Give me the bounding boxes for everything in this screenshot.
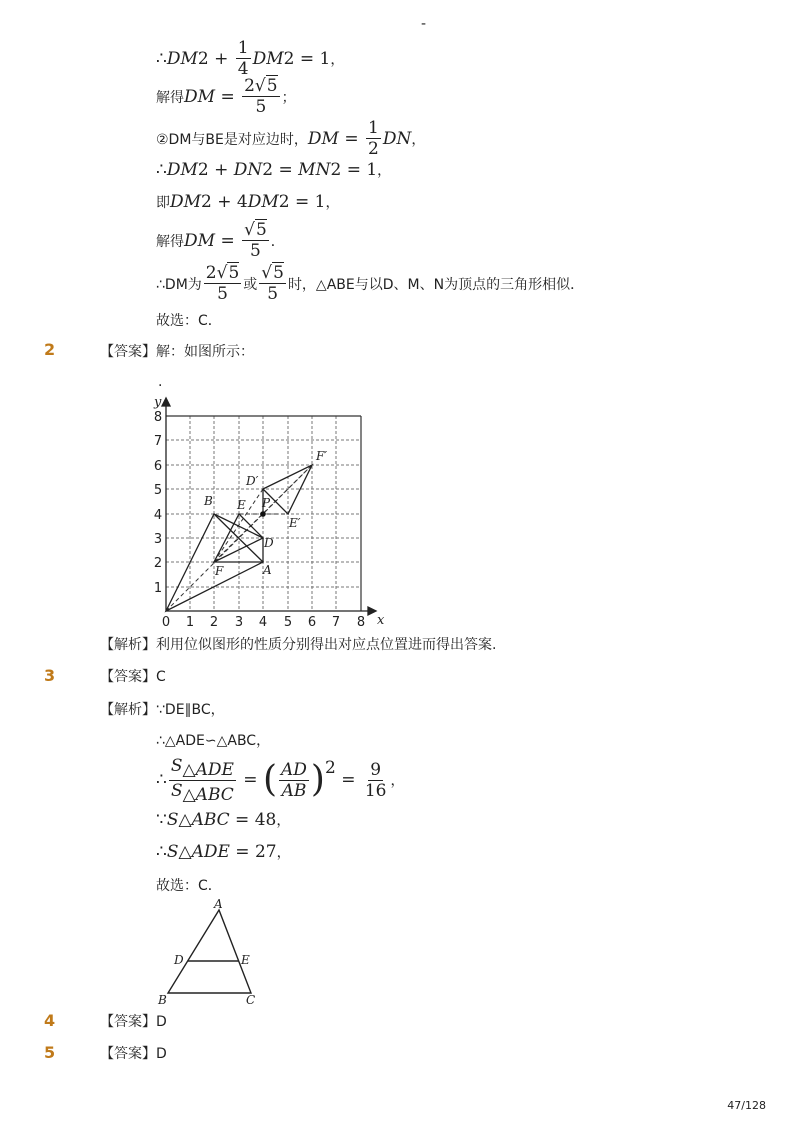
q2-answer xyxy=(100,342,254,362)
x-tick-0: 0 xyxy=(161,615,171,630)
y-tick-labels xyxy=(154,410,162,596)
q3-answer-label: 【答案】 xyxy=(100,669,156,685)
question-number-2: 2 xyxy=(44,340,56,359)
l7-tail: 时，△ABE与以D、M、N为顶点的三角形相似． xyxy=(287,276,585,293)
q4-answer-label: 【答案】 xyxy=(100,1014,156,1030)
math-line-6: 解得 DM = $\frac{√5}{5}$ ． xyxy=(156,220,285,261)
y-tick-7: 7 xyxy=(153,434,163,449)
q3-conclusion: 故选：C． xyxy=(156,878,222,894)
q2-analysis-text: 利用位似图形的性质分别得出对应点位置进而得出答案. xyxy=(156,637,497,653)
top-mark: - xyxy=(421,16,427,32)
q3-answer xyxy=(100,667,166,687)
q3-analysis xyxy=(100,700,225,720)
math-line-1: ∴ DM 2 + $\frac{1}{4}$ DM 2 = 1 ， xyxy=(156,38,345,79)
y-tick-1: 1 xyxy=(153,581,163,596)
q3-analysis-label: 【解析】 xyxy=(100,702,156,718)
x-tick-8: 8 xyxy=(356,615,366,630)
tri-label-b: B xyxy=(158,993,167,1007)
question-number-5: 5 xyxy=(44,1043,56,1062)
l6-prefix: 解得 xyxy=(156,233,184,250)
x-tick-2: 2 xyxy=(209,615,219,630)
label-a: A xyxy=(263,563,272,577)
q2-answer-text: 解：如图所示： xyxy=(156,344,254,360)
l3-tail: ， xyxy=(411,131,426,148)
x-tick-4: 4 xyxy=(258,615,268,630)
math-line-2: 解得 DM = $\frac{2√5}{5}$ ； xyxy=(156,76,296,117)
y-tick-4: 4 xyxy=(153,508,163,523)
label-f: F xyxy=(215,564,224,578)
y-tick-6: 6 xyxy=(153,459,163,474)
q2-analysis xyxy=(100,635,496,655)
q5-answer-label: 【答案】 xyxy=(100,1046,156,1062)
q5-answer xyxy=(100,1044,167,1064)
l5-tail: ， xyxy=(325,195,340,211)
label-d-prime: D′ xyxy=(246,474,259,488)
q3-line5-tail: ， xyxy=(276,845,291,861)
triangle-figure xyxy=(150,896,270,1010)
l6-tail: ． xyxy=(270,233,285,250)
math-line-7: ∴DM为 $\frac{2√5}{5}$ 或 $\frac{√5}{5}$ 时，△ABE与以D、M、N为顶点的三角形相似． xyxy=(156,263,585,304)
l5-prefix: 即 xyxy=(156,195,170,211)
label-b: B xyxy=(204,494,213,508)
l2-prefix: 解得 xyxy=(156,89,184,106)
y-axis-label: y xyxy=(154,395,162,410)
q3-line3-tail: ， xyxy=(390,773,405,790)
l4-tail: ， xyxy=(377,163,392,179)
q3-answer-text: C xyxy=(156,669,166,685)
q4-answer-text: D xyxy=(156,1014,167,1030)
x-tick-5: 5 xyxy=(283,615,293,630)
math-line-4: ∴ DM 2 + DN 2 = MN 2 = 1 ， xyxy=(156,160,392,180)
q4-answer xyxy=(100,1012,167,1032)
q3-line-4: ∵ S △ABC = 48 ， xyxy=(156,810,291,830)
label-e-prime: E′ xyxy=(289,516,301,530)
q3-line-2: ∴△ADE∽△ABC， xyxy=(156,733,271,749)
math-line-5: 即 DM 2 + 4 DM 2 = 1 ， xyxy=(156,192,340,212)
x-tick-6: 6 xyxy=(307,615,317,630)
y-tick-5: 5 xyxy=(153,483,163,498)
x-axis-label: x xyxy=(377,613,385,628)
page-number: 47/128 xyxy=(727,1099,766,1112)
tri-label-a: A xyxy=(214,897,223,911)
tri-label-c: C xyxy=(246,993,256,1007)
coordinate-graph xyxy=(140,392,390,632)
l3-prefix: ②DM与BE是对应边时， xyxy=(156,131,308,148)
tri-label-d: D xyxy=(174,953,184,967)
center-point-p xyxy=(260,511,266,517)
q2-dot: . xyxy=(158,374,163,390)
x-tick-3: 3 xyxy=(234,615,244,630)
q3-ratio-line: ∴ $\frac{S_{\triangle ADE}}{S_{\triangle ABC}}$ = ( $\frac{AD}{AB}$ ) $^2$ = $\frac{9}{16}$ ， xyxy=(156,756,405,805)
label-e: E xyxy=(237,498,246,512)
label-f-prime: F′ xyxy=(316,449,328,463)
x-tick-7: 7 xyxy=(331,615,341,630)
l2-tail: ； xyxy=(281,89,296,106)
l7-prefix: ∴DM为 xyxy=(156,276,202,293)
label-d: D xyxy=(264,536,274,550)
y-tick-2: 2 xyxy=(153,556,163,571)
q2-analysis-label: 【解析】 xyxy=(100,637,156,653)
math-line-3: ②DM与BE是对应边时， DM = $\frac{1}{2}$ DN ， xyxy=(156,118,426,159)
tri-label-e: E xyxy=(241,953,250,967)
conclusion-q1: 故选：C． xyxy=(156,313,222,329)
l7-mid: 或 xyxy=(243,276,258,293)
y-tick-8: 8 xyxy=(153,410,163,425)
question-number-3: 3 xyxy=(44,666,56,685)
x-tick-labels xyxy=(162,615,365,630)
x-tick-1: 1 xyxy=(185,615,195,630)
q3-line-5: ∴ S △ADE = 27 ， xyxy=(156,842,291,862)
q3-analysis-text: ∵DE∥BC， xyxy=(156,702,225,718)
label-p: P xyxy=(262,496,271,510)
q3-line4-tail: ， xyxy=(276,813,291,829)
l1-tail: ， xyxy=(330,51,345,68)
question-number-4: 4 xyxy=(44,1011,56,1030)
q5-answer-text: D xyxy=(156,1046,167,1062)
y-tick-3: 3 xyxy=(153,532,163,547)
q2-answer-label: 【答案】 xyxy=(100,344,156,360)
